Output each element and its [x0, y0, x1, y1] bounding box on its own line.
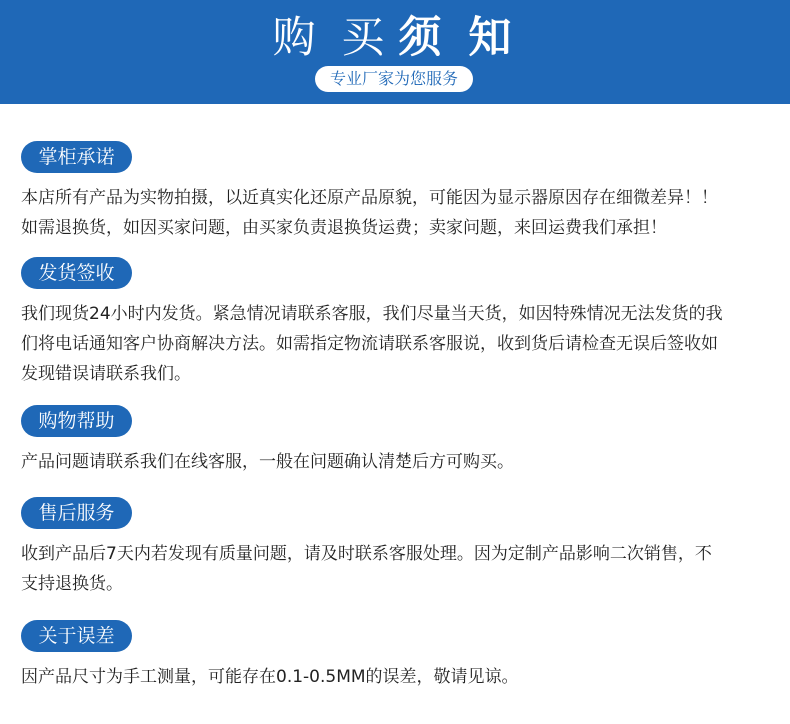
section-label-promise: 掌柜承诺 [21, 141, 132, 173]
section-text-error [21, 662, 769, 692]
section-text-shipping [21, 299, 769, 389]
title-bold-part: 须 知 [398, 13, 518, 63]
text-line: 如需退换货，如因买家问题，由买家负责退换货运费；卖家问题，来回运费我们承担！ [21, 218, 667, 238]
title-light-part: 购 买 [272, 13, 391, 63]
header-banner [0, 0, 790, 104]
section-label-shipping: 发货签收 [21, 257, 132, 289]
text-line: 因产品尺寸为手工测量，可能存在0.1-0.5MM的误差，敬请见谅。 [21, 667, 519, 687]
text-line: 收到产品后7天内若发现有质量问题，请及时联系客服处理。因为定制产品影响二次销售，不 [21, 544, 712, 564]
section-text-after-sales [21, 539, 769, 599]
text-line: 们将电话通知客户协商解决方法。如需指定物流请联系客服说，收到货后请检查无误后签收如 [21, 334, 718, 354]
section-label-error: 关于误差 [21, 620, 132, 652]
text-line: 发现错误请联系我们。 [21, 364, 191, 384]
text-line: 产品问题请联系我们在线客服，一般在问题确认清楚后方可购买。 [21, 452, 514, 472]
page-title [0, 14, 790, 62]
text-line: 支持退换货。 [21, 574, 123, 594]
section-text-help [21, 447, 769, 477]
subtitle-badge: 专业厂家为您服务 [315, 66, 473, 92]
text-line: 本店所有产品为实物拍摄，以近真实化还原产品原貌，可能因为显示器原因存在细微差异！！ [21, 188, 718, 208]
section-text-promise [21, 183, 769, 243]
section-label-after-sales: 售后服务 [21, 497, 132, 529]
section-label-help: 购物帮助 [21, 405, 132, 437]
text-line: 我们现货24小时内发货。紧急情况请联系客服，我们尽量当天货，如因特殊情况无法发货的我 [21, 304, 723, 324]
